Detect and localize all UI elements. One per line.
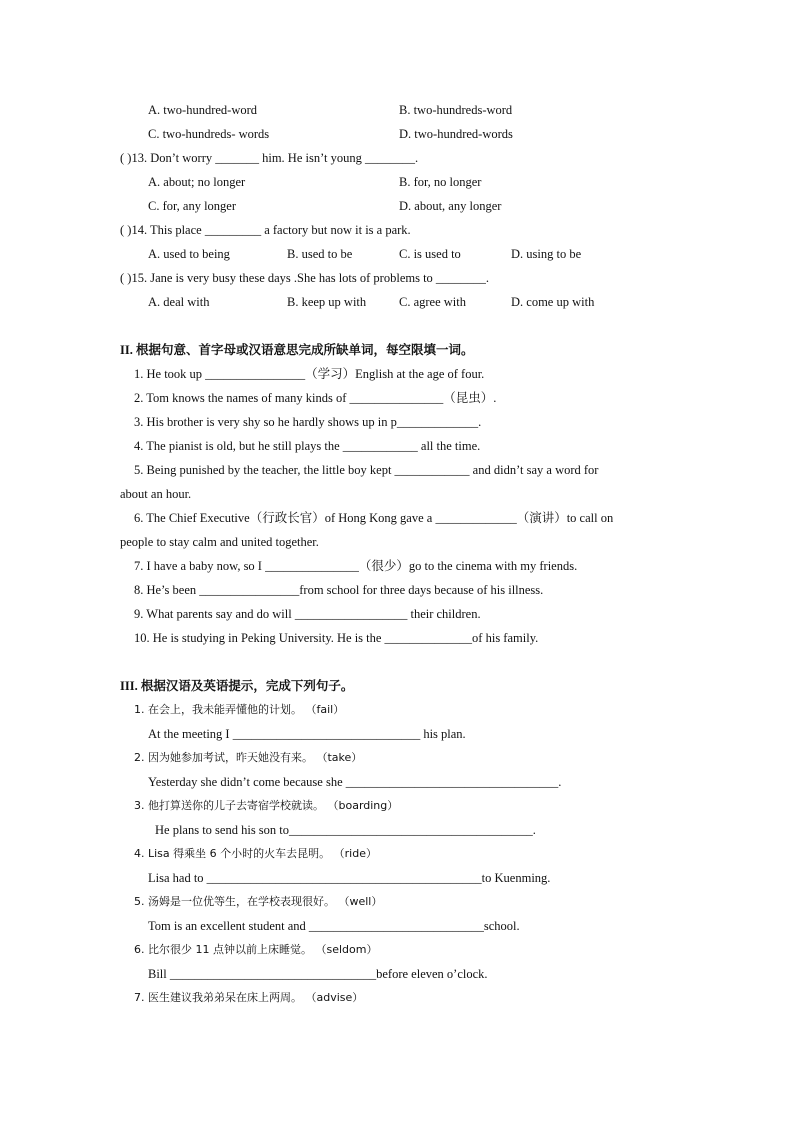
s2-item-9: 9. What parents say and do will __________________ their children. [134, 607, 481, 621]
s3-item-1-answer: At the meeting I ______________________________ his plan. [148, 727, 466, 741]
s3-item-2-prompt: 2. 因为她参加考试，昨天她没有来。 （take） [134, 751, 363, 764]
s3-item-3-prompt: 3. 他打算送你的儿子去寄宿学校就读。 （boarding） [134, 799, 399, 812]
s3-item-5-prompt: 5. 汤姆是一位优等生，在学校表现很好。 （well） [134, 895, 383, 908]
s3-item-7-prompt: 7. 医生建议我弟弟呆在床上两周。 （advise） [134, 991, 364, 1004]
q12-option-d: D. two-hundred-words [399, 127, 513, 141]
section-2-heading: II. 根据句意、首字母或汉语意思完成所缺单词，每空限填一词。 [120, 343, 474, 357]
s2-item-8: 8. He’s been ________________from school for three days because of his illness. [134, 583, 544, 597]
q15-option-c: C. agree with [399, 295, 466, 309]
s3-item-3-answer: He plans to send his son to_______________________________________. [155, 823, 536, 837]
s3-item-5-answer: Tom is an excellent student and ____________________________school. [148, 919, 520, 933]
q14-option-c: C. is used to [399, 247, 461, 261]
q12-option-a: A. two-hundred-word [148, 103, 258, 117]
q15-stem: ( )15. Jane is very busy these days .She has lots of problems to ________. [120, 271, 490, 285]
s3-item-2-answer: Yesterday she didn’t come because she __________________________________. [148, 775, 562, 789]
q14-option-b: B. used to be [287, 247, 353, 261]
q13-option-b: B. for, no longer [399, 175, 482, 189]
s2-item-10: 10. He is studying in Peking University. He is the ______________of his family. [134, 631, 539, 645]
s2-item-3: 3. His brother is very shy so he hardly shows up in p_____________. [134, 415, 482, 429]
s2-item-7: 7. I have a baby now, so I _______________（很少）go to the cinema with my friends. [134, 559, 578, 573]
s3-item-6-answer: Bill _________________________________before eleven o’clock. [148, 967, 488, 981]
q14-option-d: D. using to be [511, 247, 582, 261]
q15-option-a: A. deal with [148, 295, 210, 309]
s2-item-5: 5. Being punished by the teacher, the little boy kept ____________ and didn’t say a word for [134, 463, 599, 477]
q15-option-d: D. come up with [511, 295, 595, 309]
s2-item-1: 1. He took up ________________（学习）English at the age of four. [134, 367, 485, 381]
q12-option-c: C. two-hundreds- words [148, 127, 270, 141]
q15-option-b: B. keep up with [287, 295, 367, 309]
s2-item-6: 6. The Chief Executive（行政长官）of Hong Kong gave a _____________（演讲）to call on [134, 511, 614, 525]
s3-item-6-prompt: 6. 比尔很少 11 点钟以前上床睡觉。 （seldom） [134, 943, 378, 956]
q14-stem: ( )14. This place _________ a factory but now it is a park. [120, 223, 411, 237]
s2-item-5-cont: about an hour. [120, 487, 192, 501]
section-3-heading: III. 根据汉语及英语提示，完成下列句子。 [120, 679, 354, 693]
q13-stem: ( )13. Don’t worry _______ him. He isn’t young ________. [120, 151, 419, 165]
q13-option-d: D. about, any longer [399, 199, 502, 213]
s3-item-4-prompt: 4. Lisa 得乘坐 6 个小时的火车去昆明。 （ride） [134, 847, 377, 860]
q14-option-a: A. used to being [148, 247, 230, 261]
s2-item-2: 2. Tom knows the names of many kinds of _______________（昆虫）. [134, 391, 497, 405]
s2-item-6-cont: people to stay calm and united together. [120, 535, 319, 549]
s3-item-4-answer: Lisa had to ____________________________________________to Kuenming. [148, 871, 551, 885]
q13-option-a: A. about; no longer [148, 175, 246, 189]
q13-option-c: C. for, any longer [148, 199, 237, 213]
q12-option-b: B. two-hundreds-word [399, 103, 513, 117]
s3-item-1-prompt: 1. 在会上，我未能弄懂他的计划。 （fail） [134, 703, 345, 716]
s2-item-4: 4. The pianist is old, but he still plays the ____________ all the time. [134, 439, 481, 453]
